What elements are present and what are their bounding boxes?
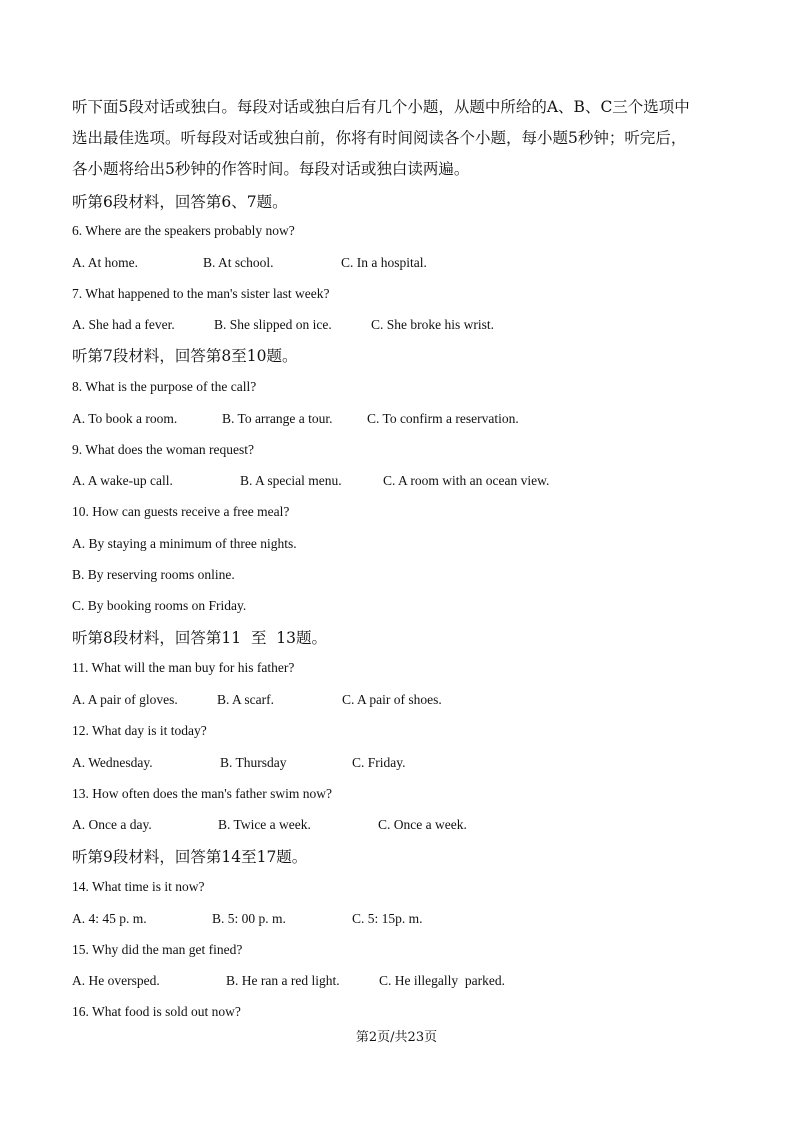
question-11: 11. What will the man buy for his father?: [72, 660, 295, 675]
option-10c: C. By booking rooms on Friday.: [72, 598, 247, 613]
option-14a: A. 4: 45 p. m.: [72, 911, 147, 926]
option-9a: A. A wake-up call.: [72, 473, 173, 488]
option-12c: C. Friday.: [352, 755, 406, 770]
option-13c: C. Once a week.: [378, 817, 467, 832]
instructions: [72, 92, 732, 185]
section-heading-9: 听第9段材料，回答第14至17题。: [72, 848, 308, 866]
option-15c: C. He illegally parked.: [379, 973, 505, 988]
option-13a: A. Once a day.: [72, 817, 152, 832]
option-8b: B. To arrange a tour.: [222, 411, 333, 426]
option-8a: A. To book a room.: [72, 411, 178, 426]
question-15: 15. Why did the man get fined?: [72, 942, 243, 957]
question-8: 8. What is the purpose of the call?: [72, 379, 257, 394]
question-7: 7. What happened to the man's sister last week?: [72, 286, 330, 301]
question-10: 10. How can guests receive a free meal?: [72, 504, 290, 519]
option-11b: B. A scarf.: [217, 692, 274, 707]
option-6b: B. At school.: [203, 255, 274, 270]
option-8c: C. To confirm a reservation.: [367, 411, 519, 426]
question-12: 12. What day is it today?: [72, 723, 207, 738]
option-11c: C. A pair of shoes.: [342, 692, 442, 707]
option-6a: A. At home.: [72, 255, 138, 270]
instructions-line-2: 选出最佳选项。听每段对话或独白前，你将有时间阅读各个小题，每小题5秒钟；听完后，: [72, 129, 687, 147]
page-footer: 第2页/共23页: [355, 1030, 438, 1045]
question-9: 9. What does the woman request?: [72, 442, 254, 457]
instructions-line-3: 各小题将给出5秒钟的作答时间。每段对话或独白读两遍。: [72, 160, 470, 178]
question-6: 6. Where are the speakers probably now?: [72, 223, 295, 238]
section-heading-7: 听第7段材料，回答第8至10题。: [72, 347, 298, 365]
option-10a: A. By staying a minimum of three nights.: [72, 536, 297, 551]
question-14: 14. What time is it now?: [72, 879, 205, 894]
section-heading-6: 听第6段材料，回答第6、7题。: [72, 193, 288, 211]
option-11a: A. A pair of gloves.: [72, 692, 178, 707]
option-9c: C. A room with an ocean view.: [383, 473, 550, 488]
option-15a: A. He oversped.: [72, 973, 160, 988]
option-9b: B. A special menu.: [240, 473, 342, 488]
instructions-line-1: 听下面5段对话或独白。每段对话或独白后有几个小题，从题中所给的A、B、C三个选项中: [72, 98, 690, 116]
option-12b: B. Thursday: [220, 755, 287, 770]
option-14c: C. 5: 15p. m.: [352, 911, 423, 926]
option-12a: A. Wednesday.: [72, 755, 153, 770]
option-13b: B. Twice a week.: [218, 817, 311, 832]
option-7c: C. She broke his wrist.: [371, 317, 494, 332]
option-10b: B. By reserving rooms online.: [72, 567, 235, 582]
section-heading-8: 听第8段材料，回答第11 至 13题。: [72, 629, 328, 647]
question-16: 16. What food is sold out now?: [72, 1004, 241, 1019]
option-15b: B. He ran a red light.: [226, 973, 340, 988]
option-7a: A. She had a fever.: [72, 317, 175, 332]
option-7b: B. She slipped on ice.: [214, 317, 332, 332]
question-13: 13. How often does the man's father swim now?: [72, 786, 333, 801]
option-6c: C. In a hospital.: [341, 255, 427, 270]
option-14b: B. 5: 00 p. m.: [212, 911, 286, 926]
